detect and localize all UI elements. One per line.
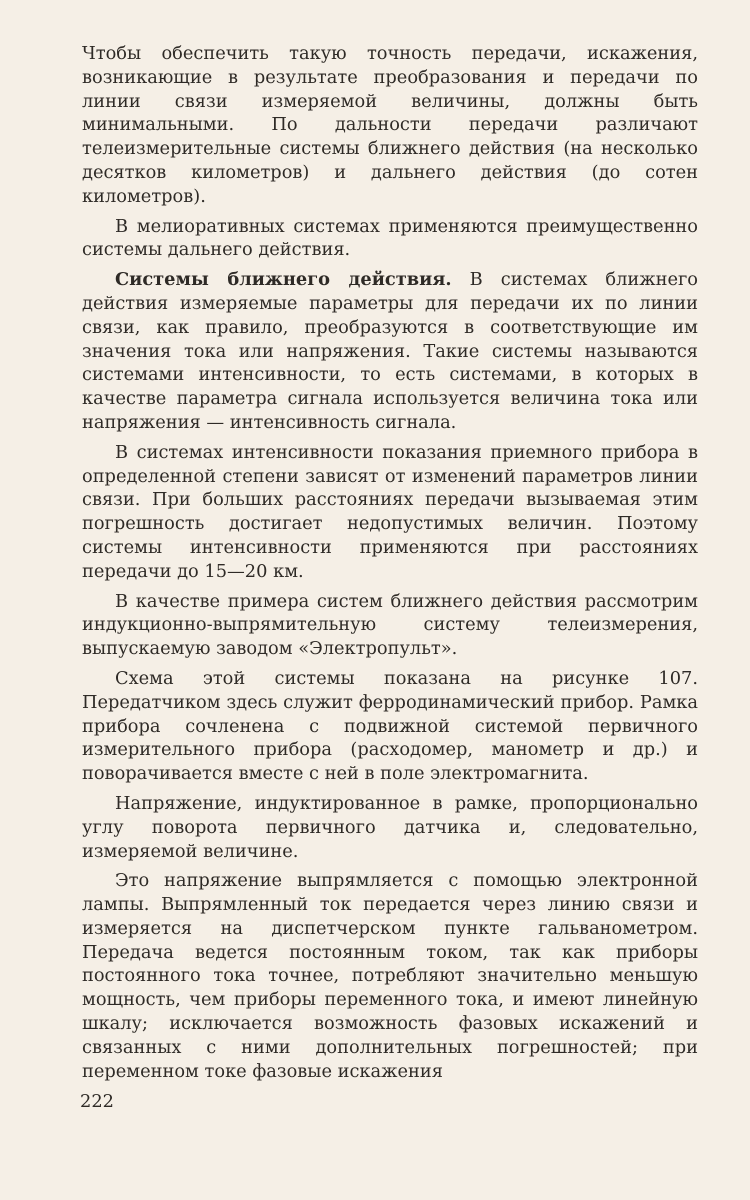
page-number: 222 — [80, 1091, 114, 1112]
paragraph-induced-voltage: Напряжение, индуктированное в рамке, пропорционально углу поворота первичного датчика и, следовательно, измеряемой величине. — [82, 792, 698, 862]
paragraph-scheme-description: Схема этой системы показана на рисунке 107. Передатчиком здесь служит ферродинамический прибор. Рамка прибора сочленена с подвижной системой первичного измерительного прибора (расходомер, манометр и др.) и поворачивается вместе с ней в поле электромагнита. — [82, 667, 698, 785]
paragraph-melioration-systems: В мелиоративных системах применяются преимущественно системы дальнего действия. — [82, 215, 698, 261]
paragraph-short-range-body: В системах ближнего действия измеряемые параметры для передачи их по линии связи, как правило, преобразуются в соответствующие им значения тока или напряжения. Такие системы называются системами интенсивности, то есть системами, в которых в качестве параметра сигнала используется величина тока или напряжения — интенсивность сигнала. — [82, 269, 698, 433]
paragraph-intensity-systems: В системах интенсивности показания приемного прибора в определенной степени зависят от изменений параметров линии связи. При больших расстояниях передачи вызываемая этим погрешность достигает недопустимых величин. Поэтому системы интенсивности применяются при расстояниях передачи до 15—20 км. — [82, 441, 698, 582]
paragraph-rectification: Это напряжение выпрямляется с помощью электронной лампы. Выпрямленный ток передается через линию связи и измеряется на диспетчерском пункте гальванометром. Передача ведется постоянным током, так как приборы постоянного тока точнее, потребляют значительно меньшую мощность, чем приборы переменного тока, и имеют линейную шкалу; исключается возможность фазовых искажений и связанных с ними дополнительных погрешностей; при переменном токе фазовые искажения — [82, 870, 698, 1082]
section-heading-short-range: Системы ближнего действия. — [115, 269, 452, 291]
paragraph-example-system: В качестве примера систем ближнего действия рассмотрим индукционно-выпрямительную систему телеизмерения, выпускаемую заводом «Электропульт». — [82, 590, 698, 660]
paragraph-short-range-systems — [82, 268, 698, 435]
page-text-block — [82, 42, 698, 1089]
paragraph-accuracy-intro: Чтобы обеспечить такую точность передачи, искажения, возникающие в результате преобразования и передачи по линии связи измеряемой величины, должны быть минимальными. По дальности передачи различают телеизмерительные системы ближнего действия (на несколько десятков километров) и дальнего действия (до сотен километров). — [82, 43, 698, 207]
